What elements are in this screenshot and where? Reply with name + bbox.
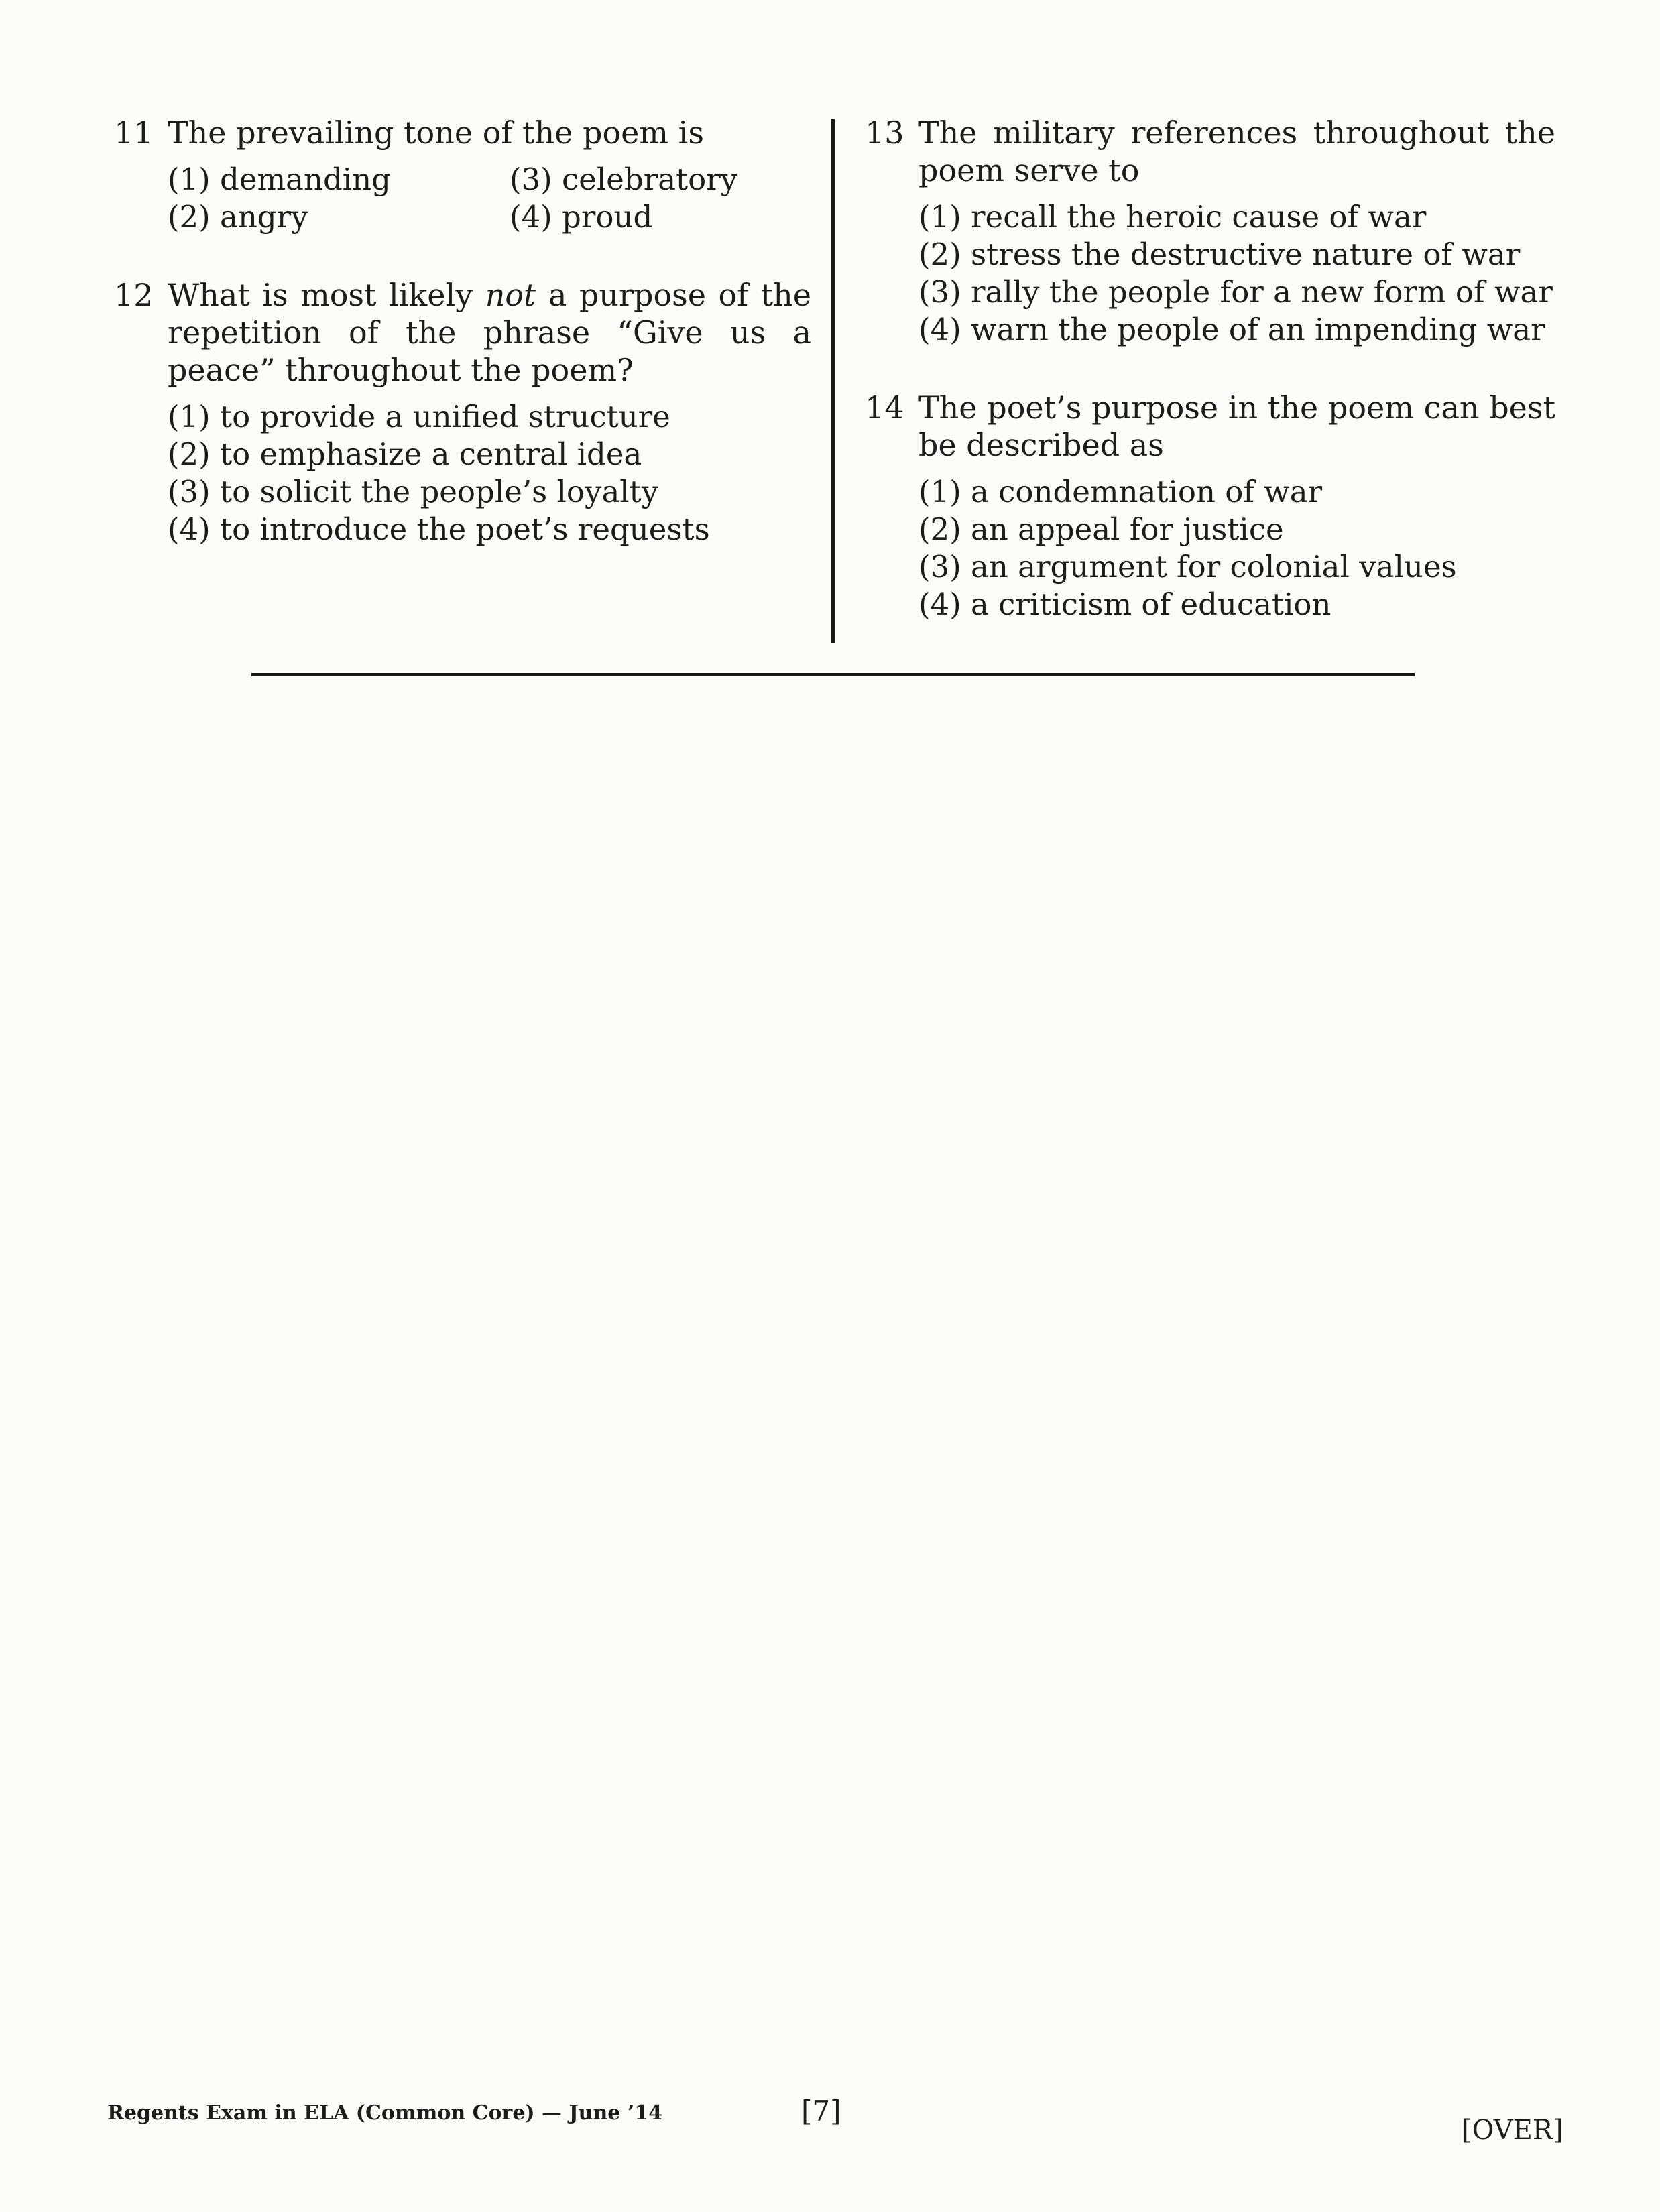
choice-1: (1) a condemnation of war xyxy=(918,474,1323,509)
choice-2: (2) an appeal for justice xyxy=(918,511,1284,547)
answer-choices xyxy=(918,473,1555,623)
answer-choices xyxy=(168,398,811,548)
choice-2: (2) stress the destructive nature of war xyxy=(918,237,1521,272)
question-stem: The poet’s purpose in the poem can best be described as xyxy=(918,389,1555,463)
section-end-rule xyxy=(251,673,1415,676)
question-stem: The military references throughout the poem serve to xyxy=(918,115,1555,188)
left-column xyxy=(114,114,811,589)
stem-emphasis: not xyxy=(485,277,536,313)
choice-2: (2) to emphasize a central idea xyxy=(168,436,642,472)
choice-1: (1) demanding xyxy=(168,162,391,197)
question-12 xyxy=(114,276,811,548)
choice-4: (4) a criticism of education xyxy=(918,587,1331,622)
choice-3: (3) to solicit the people’s loyalty xyxy=(168,474,659,509)
answer-choices xyxy=(168,161,811,236)
stem-part: What is most likely xyxy=(168,277,485,313)
choice-4: (4) to introduce the poet’s requests xyxy=(168,511,710,547)
question-stem: The prevailing tone of the poem is xyxy=(168,115,704,151)
choice-1: (1) to provide a unified structure xyxy=(168,399,670,434)
column-divider xyxy=(831,119,835,643)
answer-choices xyxy=(918,198,1555,349)
choice-2: (2) angry xyxy=(168,199,308,235)
choice-4: (4) warn the people of an impending war xyxy=(918,312,1545,347)
choice-3: (3) an argument for colonial values xyxy=(918,549,1457,585)
choice-3: (3) rally the people for a new form of war xyxy=(918,274,1553,310)
question-number: 13 xyxy=(865,115,904,151)
exam-title: Regents Exam in ELA (Common Core) — June ’14 xyxy=(107,2101,663,2125)
question-number: 11 xyxy=(114,115,154,151)
question-stem xyxy=(168,276,811,389)
question-13 xyxy=(865,114,1555,349)
question-number: 14 xyxy=(865,389,904,426)
question-11 xyxy=(114,114,811,236)
right-column xyxy=(865,114,1555,664)
question-number: 12 xyxy=(114,277,154,313)
over-indicator: [OVER] xyxy=(1462,2115,1563,2146)
choice-3: (3) celebratory xyxy=(510,162,738,197)
page-number: [7] xyxy=(801,2095,841,2128)
question-14 xyxy=(865,389,1555,623)
stem-part: a purpose of the repetition of the phrase “Give us a peace” throughout the poem? xyxy=(168,277,811,388)
choice-4: (4) proud xyxy=(510,199,653,235)
choice-1: (1) recall the heroic cause of war xyxy=(918,199,1427,235)
